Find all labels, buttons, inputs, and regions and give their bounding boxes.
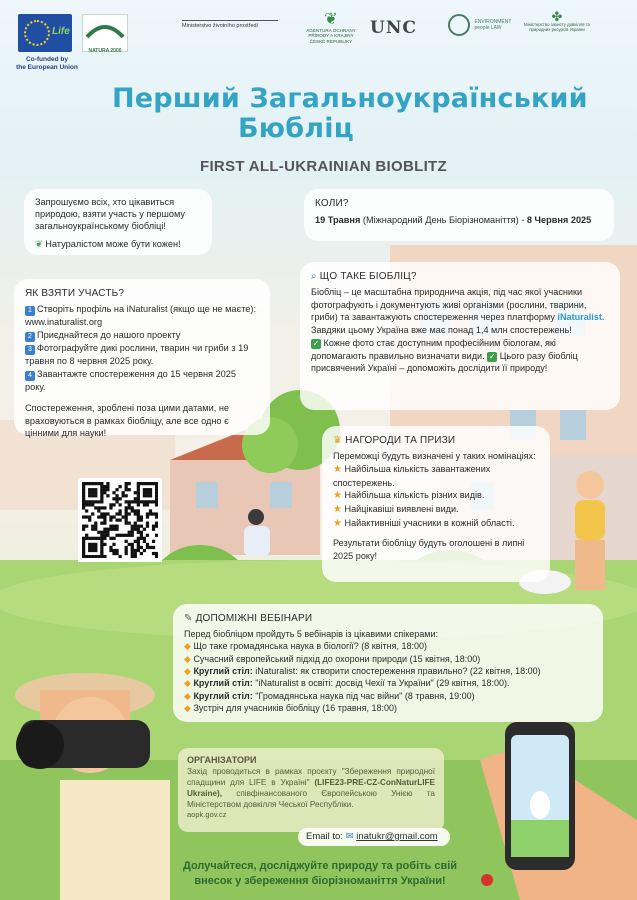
how-step-text: Приєднайтеся до нашого проекту [37, 329, 181, 340]
epl-label: ENVIRONMENT people LAW [474, 19, 512, 31]
award-item [333, 463, 539, 490]
awards-result: Результати біобліцу будуть оголошені в липні 2025 року! [333, 538, 525, 562]
award-text: Найбільша кількість різних видів. [344, 490, 485, 501]
sprout-icon: ❦ [35, 238, 43, 249]
magnifier-icon: ⌕ [311, 271, 317, 282]
pin-icon: ✎ [184, 613, 193, 624]
how-step [25, 368, 259, 394]
awards-heading-row [333, 434, 539, 448]
webinars-heading: ДОПОМІЖНІ ВЕБІНАРИ [195, 613, 313, 624]
webinar-date: (15 квітня, 18:00) [409, 653, 481, 664]
award-item [333, 489, 539, 503]
epl-logo [448, 14, 512, 36]
diamond-bullet-icon: ◆ [184, 703, 191, 714]
webinar-item [184, 640, 592, 652]
organizers-body [187, 766, 435, 810]
webinar-title: Сучасний європейський підхід до охорони природи [193, 653, 408, 664]
star-icon: ★ [333, 490, 342, 502]
how-step-text: Завантажте спостереження до 15 червня 2025 року. [25, 368, 237, 392]
how-step [25, 303, 259, 329]
step-number-badge: 3 [25, 345, 35, 355]
when-panel [304, 189, 614, 241]
star-icon: ★ [333, 518, 342, 530]
webinar-label: Круглий стіл: [193, 690, 253, 701]
agency-leaf-icon: ❦ [324, 11, 338, 28]
what-p1-a: Біобліц – це масштабна природнича акція, під час якої учасники фотографують і документують живі організми (рослини, тварини, гриби) та завантажують спостереження через платформу [311, 287, 587, 323]
email-label: Email to: [306, 831, 343, 842]
agency-label: AGENTURA OCHRANY PŘÍRODY A KRAJINY ČESKÉ REPUBLIKY [306, 28, 356, 44]
when-middle: (Міжнародний День Біорізноманіття) - [362, 214, 525, 225]
title-line-1: Перший Загальноукраїнський [112, 83, 588, 114]
qr-code-pattern [82, 482, 158, 558]
award-item [333, 517, 539, 531]
what-panel [300, 262, 620, 410]
when-date-start: 19 Травня [315, 214, 361, 225]
webinar-title: iNaturalist: як створити спостереження правильно? [255, 666, 468, 677]
how-step [25, 342, 259, 368]
organizers-text-b: співфінансованого Європейською Унією та Міністерством довкілля Чеської Республіки. [187, 789, 435, 810]
how-step [25, 329, 259, 342]
eu-logo [18, 14, 72, 52]
diamond-bullet-icon: ◆ [184, 641, 191, 652]
unc-logo: UNC [370, 18, 417, 38]
star-icon: ★ [333, 463, 342, 475]
what-paragraph-1 [311, 286, 609, 337]
subtitle: FIRST ALL-UKRAINIAN BIOBLITZ [200, 158, 447, 175]
ministry-logo [182, 20, 278, 29]
webinar-item [184, 690, 592, 702]
webinar-title: Що таке громадянська наука в біології? [193, 641, 359, 652]
check-icon: ✓ [312, 338, 320, 348]
agency-logo [300, 12, 362, 44]
webinar-date: (8 травня, 19:00) [404, 690, 475, 701]
invite-panel [24, 189, 212, 255]
webinar-item [184, 677, 592, 689]
organizers-site-link[interactable]: aopk.gov.cz [187, 810, 227, 820]
diamond-bullet-icon: ◆ [184, 653, 191, 664]
award-item [333, 503, 539, 517]
diamond-bullet-icon: ◆ [184, 678, 191, 689]
diamond-bullet-icon: ◆ [184, 666, 191, 677]
step-number-badge: 1 [25, 306, 35, 316]
organizers-text-a: Захід проводиться в рамках проєкту "Збереження природної спадщини для LIFE в Україні" [187, 767, 435, 788]
what-p3: Цього разу біобліц присвячений Україні – допоможіть дослідити її природу! [311, 350, 578, 374]
check-icon: ✓ [488, 351, 496, 361]
how-panel [14, 279, 270, 439]
webinar-date: (29 квітня, 18:00). [436, 678, 510, 689]
webinar-label: Круглий стіл: [193, 666, 253, 677]
invite-text: Запрошуємо всіх, хто цікавиться природою, взяти участь у першому загальноукраїнському біобліці! [35, 197, 186, 231]
awards-panel [322, 426, 550, 582]
eu-caption: Co-funded by the European Union [16, 56, 78, 72]
award-text: Найбільша кількість завантажених спостережень. [333, 463, 491, 488]
webinars-intro: Перед біобліцом пройдуть 5 вебінарів із цікавими спікерами: [184, 628, 439, 639]
how-heading: ЯК ВЗЯТИ УЧАСТЬ? [25, 288, 125, 299]
organizers-code: (LIFE23-PRE-CZ-ConNaturLIFE Ukraine), [187, 778, 435, 799]
trophy-icon: ♛ [333, 435, 343, 446]
organizers-heading: ОРГАНІЗАТОРИ [187, 755, 257, 765]
what-p1-b: Завдяки цьому Україна вже має понад 1,4 млн спостережень! [311, 325, 572, 336]
webinars-heading-row [184, 612, 592, 626]
webinar-date: (22 квітня, 18:00) [469, 666, 541, 677]
awards-list [333, 463, 539, 532]
ua-emblem-icon: ✤ [551, 9, 563, 24]
natura-label: NATURA 2000 [88, 48, 122, 54]
what-p2: Кожне фото стає доступним професійним біологам, які допомагають правильно визначати види. [311, 337, 556, 361]
invite-tagline: Натуралістом може бути кожен! [45, 238, 181, 249]
ua-ministry-label: Міністерство захисту довкілля та природних ресурсів України [524, 22, 590, 32]
star-icon: ★ [333, 504, 342, 516]
what-paragraph-2 [311, 337, 609, 375]
when-dates [315, 214, 603, 226]
webinar-item [184, 653, 592, 665]
how-step-text: Фотографуйте дикі рослини, тварин чи гриби з 19 травня по 8 червня 2025 року. [25, 342, 249, 366]
what-heading-row [311, 270, 609, 284]
webinar-title: "iNaturalist в освіті: досвід Чехії та України" [255, 678, 434, 689]
natura-logo [82, 14, 128, 52]
award-text: Найактивніші учасники в кожній області. [344, 518, 515, 529]
when-heading: КОЛИ? [315, 198, 349, 209]
footer-line-1: Долучайтеся, досліджуйте природу та робіть свій [182, 860, 458, 872]
webinar-title: "Громадянська наука під час війни" [255, 690, 403, 701]
webinars-panel [173, 604, 603, 722]
natura-leaf-icon [83, 15, 127, 43]
step-number-badge: 2 [25, 332, 35, 342]
email-address-link[interactable]: inatukr@gmail.com [356, 831, 438, 842]
footer-callout [170, 859, 470, 889]
mail-icon: ✉ [345, 831, 354, 842]
how-note: Спостереження, зроблені поза цими датами, не враховуються в рамках біобліцу, але все одно є цінними для науки! [25, 402, 230, 439]
epl-circle-icon [448, 14, 470, 36]
inaturalist-mention: iNaturalist. [557, 312, 605, 323]
step-number-badge: 4 [25, 371, 35, 381]
webinar-item [184, 665, 592, 677]
eu-stars-icon [24, 20, 50, 46]
webinar-date: (16 травня, 18:00) [322, 703, 398, 714]
footer-line-2: внесок у збереження біорізноманіття України! [194, 874, 446, 887]
ministry-label: Ministerstvo životního prostředí [182, 23, 259, 29]
award-text: Найцікавіші виявлені види. [344, 504, 459, 515]
organizers-panel [178, 748, 444, 832]
how-step-text: Створіть профіль на iNaturalist (якщо ще не маєте): www.inaturalist.org [25, 304, 257, 327]
awards-heading: НАГОРОДИ ТА ПРИЗИ [345, 435, 456, 446]
webinar-item [184, 702, 592, 714]
awards-intro: Переможці будуть визначені у таких номінаціях: [333, 451, 536, 461]
what-heading: ЩО ТАКЕ БІОБЛІЦ? [319, 271, 417, 282]
invite-tagline-row [35, 238, 201, 251]
life-label: Life [52, 26, 70, 37]
diamond-bullet-icon: ◆ [184, 690, 191, 701]
qr-code[interactable] [78, 478, 162, 562]
ua-ministry-logo [522, 10, 592, 33]
webinar-label: Круглий стіл: [193, 678, 253, 689]
title-line-2: Бюбліц [238, 113, 354, 144]
when-date-end: 8 Червня 2025 [526, 214, 592, 225]
webinar-title: Зустріч для учасників біобліцу [193, 703, 320, 714]
email-pill [298, 828, 450, 846]
webinar-date: (8 квітня, 18:00) [361, 641, 428, 652]
